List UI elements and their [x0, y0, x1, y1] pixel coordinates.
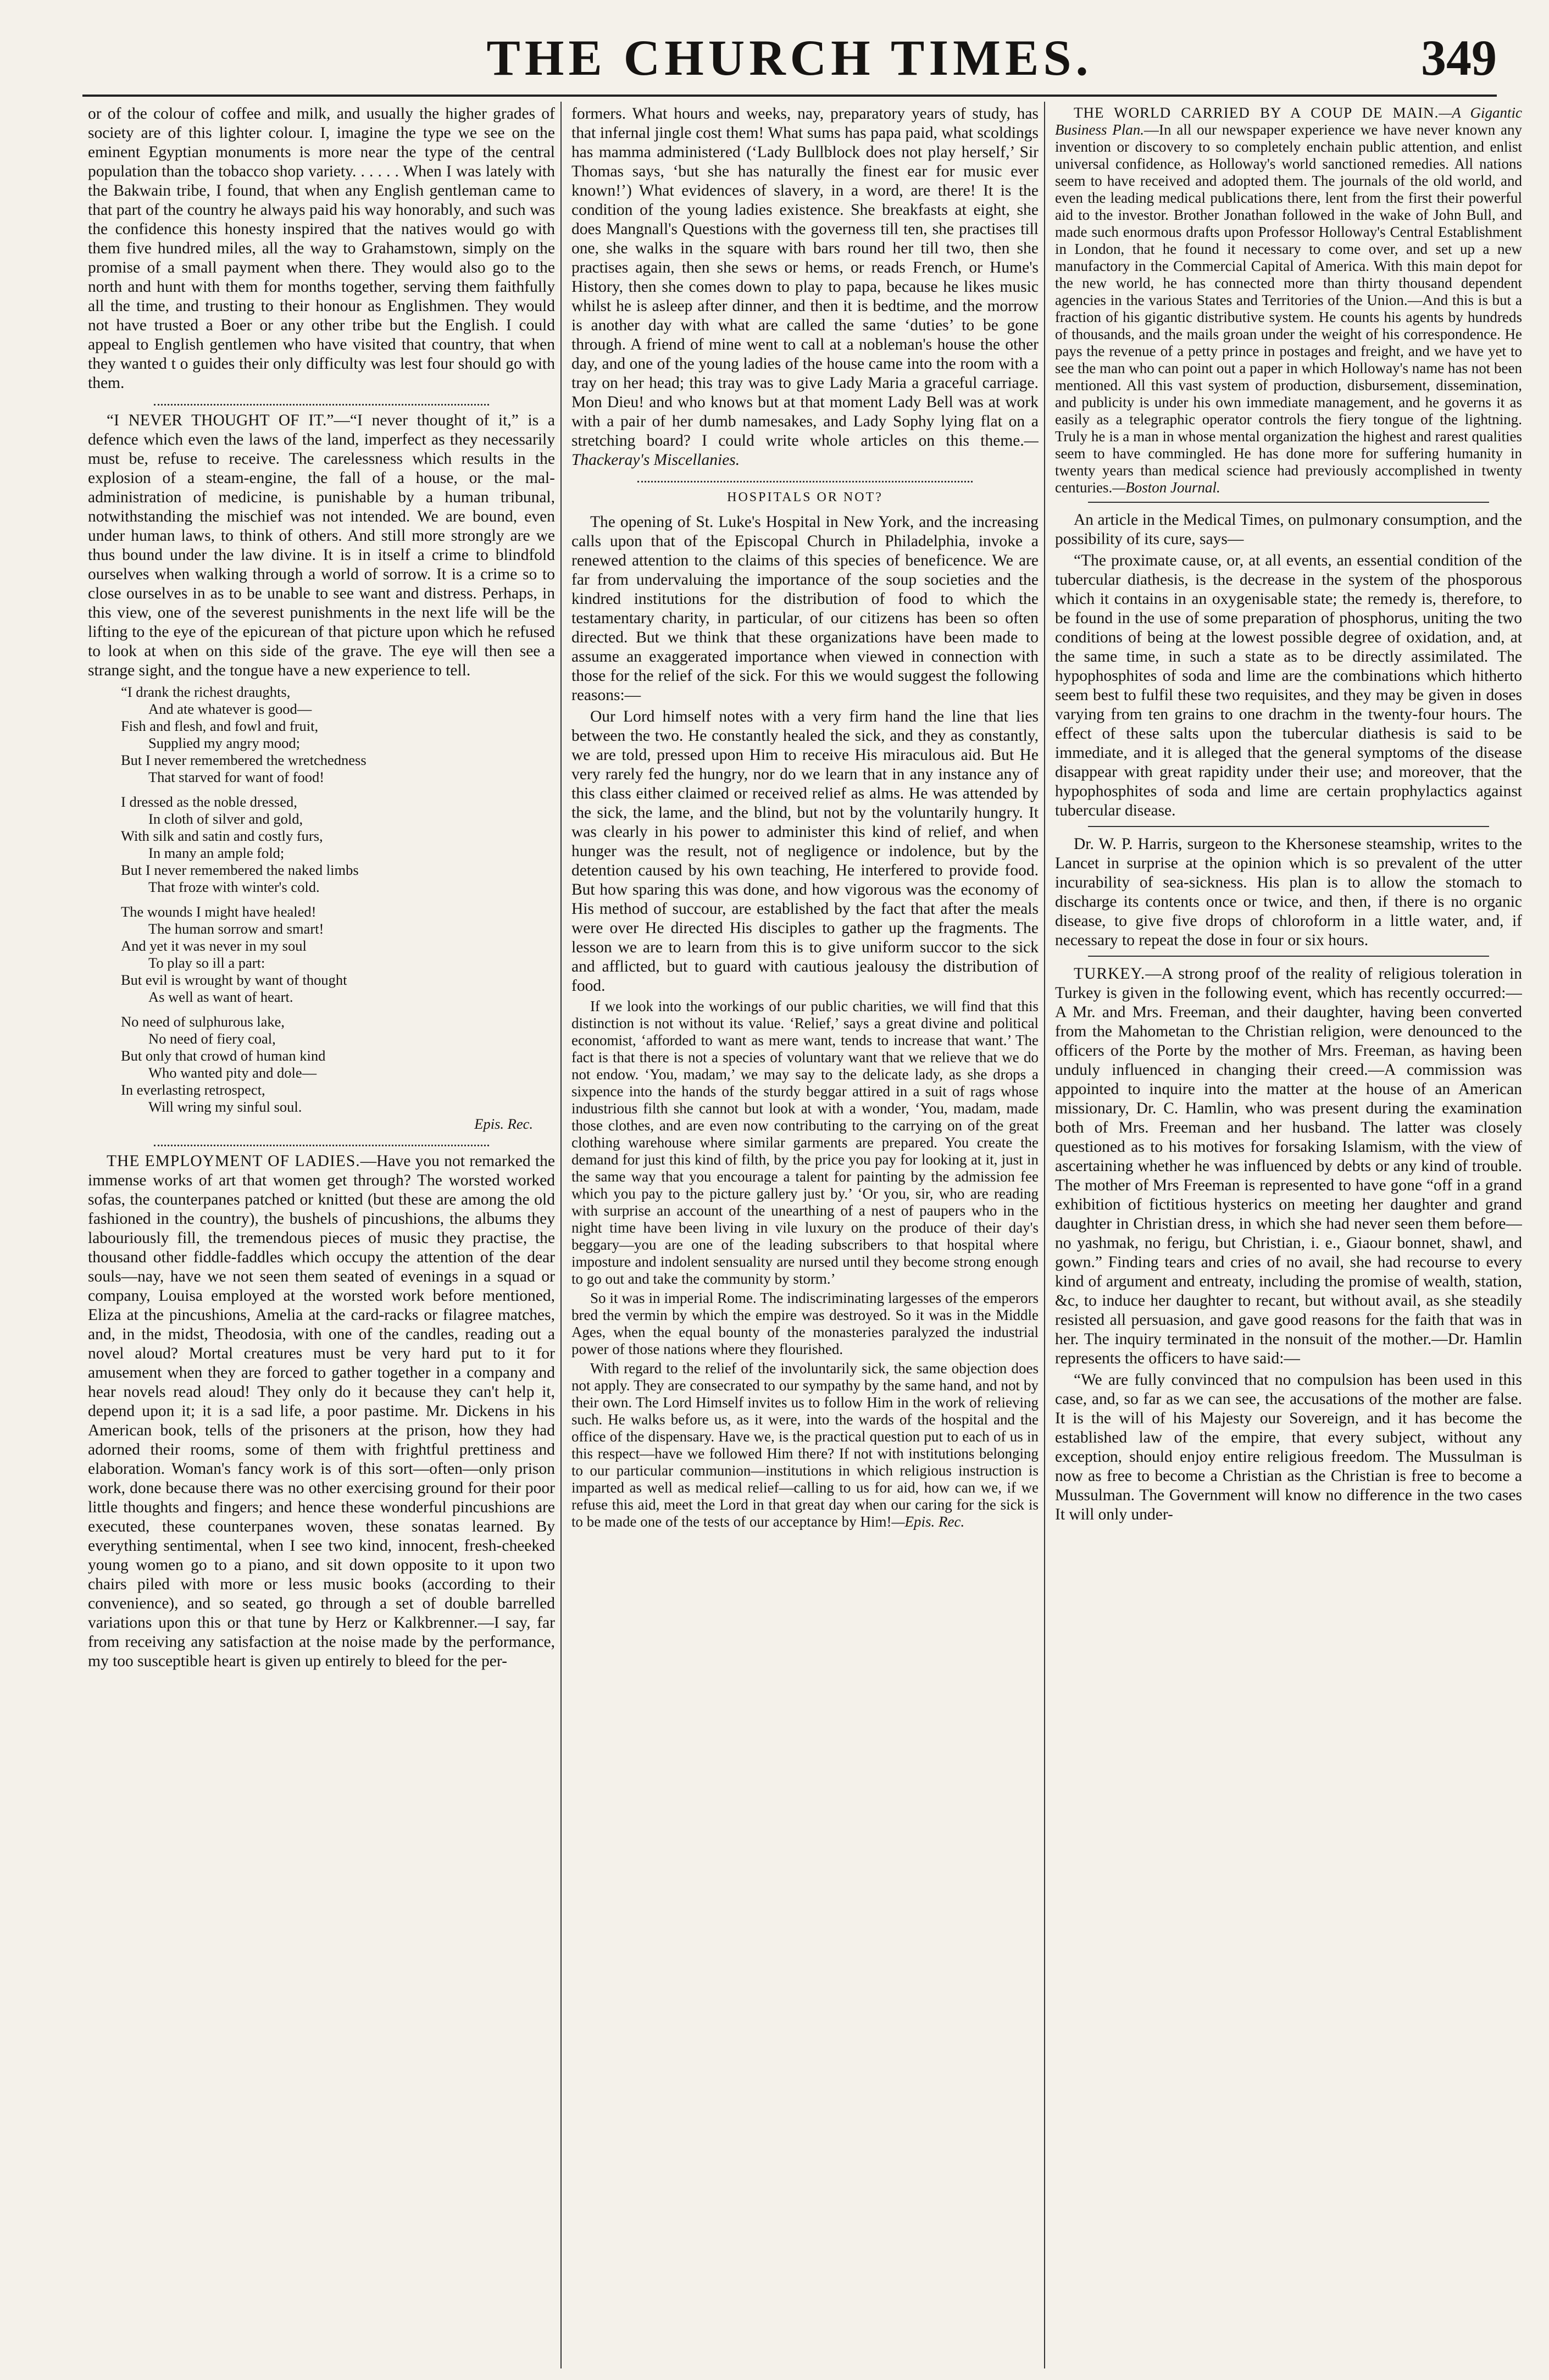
poem-line: To play so ill a part: [148, 955, 265, 971]
article-attribution: —Thackeray's Miscellanies. [571, 432, 1039, 469]
section-separator [1088, 502, 1489, 503]
poem-line: But I never remembered the wretchedness [121, 752, 367, 768]
article-paragraph: Our Lord himself notes with a very firm hand the line that lies between the two. He constantly healed the sick, and they as constantly, we are told, pressed upon Him to receive His miraculous aid. But He very rarely fed the hungry, nor do we learn that in any instance any of this class either claimed or received relief as alms. He was attended by the sick, the lame, and the blind, but not by the voluntarily hungry. It was clearly in his power to administer this kind of relief, and when hunger was the result, not of negligence or indolence, but by the detention caused by his own teaching, He interfered to provide food. But how sparing this was done, and how vigorous was the economy of His method of succour, are established by the fact that after the meals were over He directed His disciples to gather up the fragments. The lesson we are to learn from this is to give uniform succor to the sick and afflicted, but to guard with cautious jealousy the distribution of food. [571, 708, 1039, 995]
article-attribution: —Boston Journal. [1112, 479, 1220, 496]
section-separator [154, 396, 489, 406]
masthead-title: THE CHURCH TIMES. [486, 30, 1093, 86]
poem-line: That starved for want of food! [148, 769, 325, 785]
poem-line: In cloth of silver and gold, [148, 811, 303, 827]
poem [88, 684, 555, 1133]
article-paragraph [88, 1152, 555, 1671]
article-paragraph: If we look into the workings of our public charities, we will find that this distinction is not without its value. ‘Relief,’ says a great divine and political economist, ‘afforded to want as mere want, tends to increase that want.’ The fact is that there is not a species of voluntary want that we relieve that we do not endow. ‘You, madam,’ we may say to the delicate lady, as she drops a sixpence into the hands of the sturdy beggar attired in a suit of rags whose industrious filth she cannot but look at with a wonder, ‘You, madam, made those clothes, and are even now contributing to the carrying on of the great clothing warehouse where similar garments are prepared. You create the demand for just this kind of filth, by the price you pay for looking at it, just in the same way that you encourage a talent for painting by the admission fee which you pay to the picture gallery just by.’ ‘Or you, sir, who are reading with surprise an account of the unearthing of a nest of paupers who in the night time have been living in vile luxury on the produce of their day's beggary—you are one of the leading subscribers to that hospital where imposture and indolent sensuality are nursed until they become strong enough to go out and take the community by storm.’ [571, 998, 1039, 1287]
article-paragraph: or of the colour of coffee and milk, and usually the higher grades of society are of this lighter colour. I, imagine the type we see on the eminent Egyptian monuments is more near the type of the central population than the tobacco shop variety. . . . . . When I was lately with the Bakwain tribe, I found, that when any English gentleman came to that part of the country he always paid his way honorably, and such was the confidence this honesty inspired that the natives would go with them five hundred miles, all the way to Grahamstown, simply on the promise of a small payment when there. They would also go to the north and hunt with them for months together, serving them faithfully all the time, and trusting to their honour as Englishmen. They would not have trusted a Boer or any other tribe but the English. I could appeal to English gentlemen who have visited that country, that when they wanted t o guides their only difficulty was lest four should go with them. [88, 105, 555, 392]
section-separator [1088, 956, 1489, 957]
article-paragraph: “The proximate cause, or, at all events, an essential condition of the tubercular diathesis, is the decrease in the system of the phosporous which it contains in an oxygenisable state; the remedy is, therefore, to be found in the use of some preparation of phosphorus, uniting the two conditions of being at the lowest possible degree of oxidation, and, at the same time, in such a state as to be directly assimilated. The hypophosphites of soda and lime are the combinations which hitherto seem best to fulfil these two requisites, and they may be given in doses varying from ten grains to one drachm in the twenty-four hours. The effect of these salts upon the tubercular diathesis is said to be immediate, and it is alleged that the general symptoms of the disease disappear with great rapidity under their use; and moreover, that the hypophosphites of soda and lime are certain prophylactics against tubercular disease. [1055, 552, 1522, 819]
poem-line: Who wanted pity and dole— [148, 1064, 317, 1081]
header-rule [82, 95, 1497, 97]
poem-line: In everlasting retrospect, [121, 1081, 265, 1098]
article-subheading: —A Gigantic Business Plan. [1055, 104, 1522, 138]
section-title: HOSPITALS OR NOT? [727, 490, 883, 504]
article-text: —Have you not remarked the immense works of art that women get through? The worsted worked sofas, the counterpanes patched or knitted (but these are among the old fashioned in the country), the bushels of pincushions, the albums they labouriously fill, the tremendous pieces of music they practise, the thousand other fiddle-faddles which occupy the attention of the dear souls—nay, have we not seen them seated of evenings in a squad or company, Louisa employed at the worsted work before mentioned, Eliza at the pincushions, Amelia at the card-racks or filagree matches, and, in the midst, Theodosia, with one of the candles, reading out a novel aloud? Mortal creatures must be very hard put to it for amusement when they are forced to gather together in a company and hear novels read aloud! They only do it because they can't help it, depend upon it; it is a sad life, a poor pastime. Mr. Dickens in his American book, tells of the prisoners at the prison, how they had adorned their rooms, some of them with frightful prettiness and elaboration. Woman's fancy work is of this sort—often—only prison work, done because there was no other exercising ground for their poor little thoughts and fingers; and hence these wonderful pincushions are executed, these counterpanes woven, these sonatas learned. By everything sentimental, when I see two kind, innocent, fresh-cheeked young women go to a piano, and sit down opposite to it upon two chairs piled with more or less music books (according to their convenience), and so seated, go through a set of double barrelled variations upon this or that tune by Herz or Kalkbrenner.—I say, far from receiving any satisfaction at the noise made by the performance, my too susceptible heart is given up entirely to bleed for the per- [88, 1152, 555, 1670]
poem-line: And ate whatever is good— [148, 701, 312, 717]
section-separator [637, 473, 973, 482]
poem-line: The wounds I might have healed! [121, 903, 317, 920]
article-heading: THE WORLD CARRIED BY A COUP DE MAIN. [1074, 104, 1439, 121]
article-paragraph [1055, 104, 1522, 496]
poem-line: But I never remembered the naked limbs [121, 862, 359, 878]
column-divider [1044, 102, 1045, 2368]
poem-line: As well as want of heart. [148, 989, 293, 1005]
article-paragraph: “I NEVER THOUGHT OF IT.”—“I never thought of it,” is a defence which even the laws of the land, imperfect as they necessarily must be, refuse to receive. The carelessness which results in the explosion of a steam-engine, the fall of a house, or the mal-administration of medicine, is punishable by a human tribunal, notwithstanding the mischief was not intended. We are bound, even under human laws, to think of others. And still more strongly are we thus bound under the law divine. It is in itself a crime to blindfold ourselves when walking through a world of sorrow. It is a crime so to close ourselves in as to be unable to see want and distress. Perhaps, in this view, one of the severest punishments in the next life will be the lifting to the eye of the epicurean of that picture upon which he refused to look at when on this side of the grave. The eye will then see a strange sight, and the tongue have a new experience to tell. [88, 412, 555, 679]
article-paragraph [1055, 964, 1522, 1368]
poem-line: No need of sulphurous lake, [121, 1013, 285, 1030]
column-3 [1055, 104, 1522, 2368]
article-paragraph [571, 104, 1039, 470]
article-text: —A strong proof of the reality of religious toleration in Turkey is given in the following event, which has recently occurred:—A Mr. and Mrs. Freeman, and their daughter, having been converted from the Mahometan to the Christian religion, were denounced to the officers of the Porte by the mother of Mrs. Freeman, as having been unduly influenced in changing their creed.—A commission was appointed to inquire into the matter at the house of an American missionary, Dr. C. Hamlin, who was present during the examination both of Mrs. Freeman and her husband. The latter was closely questioned as to his motives for forsaking Islamism, with the view of ascertaining whether he was influenced by debts or any kind of trouble. The mother of Mrs Freeman is represented to have gone “off in a grand exhibition of fictitious hysterics on meeting her daughter and grand daughter in Christian dress, in which she had never seen them before—no yashmak, no ferigu, but Christian, i. e., Giaour bonnet, shawl, and gown.” Finding tears and cries of no avail, she had recourse to every kind of argument and entreaty, including the promise of wealth, station, &c, to induce her daughter to recant, but without avail, as she steadily resisted all persuasion, and gave good reasons for the faith that was in her. The inquiry terminated in the nonsuit of the mother.—Dr. Hamlin represents the officers to have said:— [1055, 965, 1522, 1367]
page-number: 349 [1421, 30, 1497, 86]
column-divider [560, 102, 562, 2368]
poem-line: That froze with winter's cold. [148, 879, 320, 895]
poem-line: The human sorrow and smart! [148, 920, 324, 937]
poem-line: In many an ample fold; [148, 845, 285, 861]
article-paragraph: Dr. W. P. Harris, surgeon to the Khersonese steamship, writes to the Lancet in surprise at the opinion which is so prevalent of the utter incurability of sea-sickness. His plan is to allow the stomach to discharge its contents once or twice, and then, if there is no organic disease, to give five drops of chloroform in a little water, and, if necessary to repeat the dose in four or six hours. [1055, 835, 1522, 949]
article-paragraph: An article in the Medical Times, on pulmonary consumption, and the possibility of its cure, says— [1055, 511, 1522, 548]
article-text: formers. What hours and weeks, nay, preparatory years of study, has that infernal jingle cost them! What sums has papa paid, what scoldings has mamma administered (‘Lady Bullblock does not play herself,’ Sir Thomas says, ‘but she has naturally the finest ear for music ever known!’) What evidences of slavery, in a word, are there! It is the condition of the young ladies existence. She breakfasts at eight, she does Mangnall's Questions with the governess till ten, she practises till one, she walks in the square with bars round her till two, then she practises again, then she sews or hems, or reads French, or Hume's History, then she comes down to play to papa, because he likes music whilst he is asleep after dinner, and then it is bedtime, and the morrow is another day with what are called the same ‘duties’ to be gone through. A friend of mine went to call at a nobleman's house the other day, and one of the young ladies of the house came into the room with a tray on her head; this tray was to give Lady Maria a graceful carriage. Mon Dieu! and who knows but at that moment Lady Bell was at work with a pair of her dumb namesakes, and Lady Sophy lying flat on a stretching board? I could write whole articles on this theme. [571, 105, 1039, 450]
article-text: —In all our newspaper experience we have never known any invention or discovery to so completely enchain public attention, and enlist universal confidence, as Holloway's world sanctioned remedies. All nations seem to have received and adopted them. The journals of the old world, and even the leading medical publications there, lent from the first their powerful aid to the investor. Brother Jonathan followed in the wake of John Bull, and made such enormous drafts upon Professor Holloway's Central Establishment in London, that he found it necessary to come over, and set up a new manufactory in the Commercial Capital of America. With this main depot for the new world, he has connected more than thirty thousand dependent agencies in the various States and Territories of the Union.—And this is but a fraction of his gigantic distributive system. He counts his agents by hundreds of thousands, and the mails groan under the weight of his correspondence. He pays the revenue of a petty prince in postages and freight, and we have yet to see the man who can point out a paper in which Holloway's name has not been mentioned. All this vast system of production, disbursement, dissemination, and publicity is under his own immediate management, and he governs it as easily as a telegraphic operator controls the fiery tongue of the lightning. Truly he is a man in whose mental organization the highest and rarest qualities seem to have commingled. He has done more for suffering humanity in twenty years than medical science had previously accomplished in twenty centuries. [1055, 121, 1522, 496]
poem-line: And yet it was never in my soul [121, 937, 307, 954]
article-heading: TURKEY. [1074, 965, 1146, 983]
poem-attribution: Epis. Rec. [474, 1116, 533, 1132]
poem-line: I dressed as the noble dressed, [121, 794, 297, 810]
column-1 [88, 104, 555, 2368]
poem-line: “I drank the richest draughts, [121, 684, 291, 700]
article-paragraph: So it was in imperial Rome. The indiscriminating largesses of the emperors bred the vermin by which the empire was destroyed. So it was in the Middle Ages, when the equal bounty of the monasteries paralyzed the industrial power of those nations where they flourished. [571, 1290, 1039, 1357]
article-heading: THE EMPLOYMENT OF LADIES. [107, 1152, 360, 1170]
article-paragraph: The opening of St. Luke's Hospital in New York, and the increasing calls upon that of the Episcopal Church in Philadelphia, invoke a renewed attention to the claims of this species of beneficence. We are far from undervaluing the importance of the soup societies and the kindred institutions for the distribution of food to which the testamentary charity, in particular, of our citizens has been so often directed. But we think that these organizations have been made to assume an exaggerated importance when viewed in connection with those for the relief of the sick. For this we would suggest the following reasons:— [571, 513, 1039, 704]
poem-line: But evil is wrought by want of thought [121, 972, 347, 988]
article-paragraph: “We are fully convinced that no compulsion has been used in this case, and, so far as we can see, the accusations of the mother are false. It is the will of his Majesty our Sovereign, and it has become the established law of the empire, that every subject, without any exception, should enjoy entire religious freedom. The Mussulman is now as free to become a Christian as the Christian is free to become a Mussulman. The Government will know no difference in the two cases It will only under- [1055, 1371, 1522, 1523]
page-header [82, 22, 1497, 93]
poem-line: But only that crowd of human kind [121, 1047, 326, 1064]
poem-line: Will wring my sinful soul. [148, 1099, 302, 1115]
poem-line: With silk and satin and costly furs, [121, 828, 323, 844]
section-separator [1088, 826, 1489, 827]
poem-line: Supplied my angry mood; [148, 735, 301, 751]
poem-line: No need of fiery coal, [148, 1030, 276, 1047]
section-separator [154, 1137, 489, 1146]
article-attribution: —Epis. Rec. [891, 1513, 965, 1530]
column-2 [571, 104, 1039, 2368]
article-text: With regard to the relief of the involuntarily sick, the same objection does not apply. They are consecrated to our sympathy by the same hand, and not by their own. The Lord Himself invites us to follow Him in the work of relieving such. He walks before us, as it were, into the wards of the hospital and the office of the dispensary. Have we, is the practical question put to each of us in this respect—have we followed Him there? If not with institutions belonging to our particular communion—institutions in which religious instruction is imparted as well as medical relief—calling to us for aid, how can we, if we refuse this aid, meet the Lord in that great day when our caring for the sick is to be made one of the tests of our acceptance by Him! [571, 1360, 1039, 1530]
poem-line: Fish and flesh, and fowl and fruit, [121, 718, 319, 734]
article-paragraph [571, 1360, 1039, 1530]
